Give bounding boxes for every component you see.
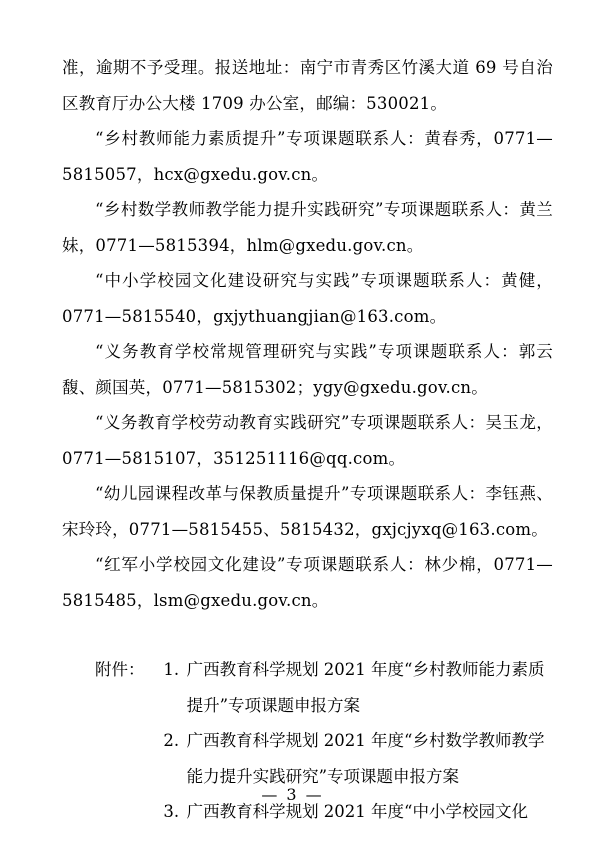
attachment-text: 广西教育科学规划 2021 年度“乡村数学教师教学能力提升实践研究”专项课题申报方案 [186, 731, 545, 786]
attachment-number: 1. [163, 660, 180, 679]
attachment-number: 3. [163, 802, 180, 821]
paragraph: “中小学校园文化建设研究与实践”专项课题联系人：黄健，0771—5815540，gxjythuangjian@163.com。 [62, 271, 553, 326]
attachment-text: 广西教育科学规划 2021 年度“中小学校园文化 [186, 802, 528, 821]
paragraph: “乡村数学教师教学能力提升实践研究”专项课题联系人：黄兰妹，0771—5815394，hlm@gxedu.gov.cn。 [62, 200, 553, 255]
attachment-label: 附件： [95, 660, 145, 679]
paragraph: “红军小学校园文化建设”专项课题联系人：林少棉，0771—5815485，lsm@gxedu.gov.cn。 [62, 555, 553, 610]
attachment-item [145, 723, 554, 794]
paragraph: “乡村教师能力素质提升”专项课题联系人：黄春秀，0771—5815057，hcx@gxedu.gov.cn。 [62, 129, 553, 184]
paragraph: “义务教育学校常规管理研究与实践”专项课题联系人：郭云馥、颜国英，0771—5815302；ygy@gxedu.gov.cn。 [62, 342, 553, 397]
attachment-text: 广西教育科学规划 2021 年度“乡村教师能力素质提升”专项课题申报方案 [186, 660, 545, 715]
paragraph: “义务教育学校劳动教育实践研究”专项课题联系人：吴玉龙，0771—5815107，351251116@qq.com。 [62, 413, 553, 468]
paragraph: “幼儿园课程改革与保教质量提升”专项课题联系人：李钰燕、宋玲玲，0771—5815455、5815432，gxjcjyxq@163.com。 [62, 484, 553, 539]
document-body [62, 50, 553, 618]
paragraph: 准，逾期不予受理。报送地址：南宁市青秀区竹溪大道 69 号自治区教育厅办公大楼 1709 办公室，邮编：530021。 [62, 58, 553, 113]
attachment-number: 2. [163, 731, 180, 750]
page-number: — 3 — [261, 785, 324, 804]
attachment-item [145, 652, 554, 723]
